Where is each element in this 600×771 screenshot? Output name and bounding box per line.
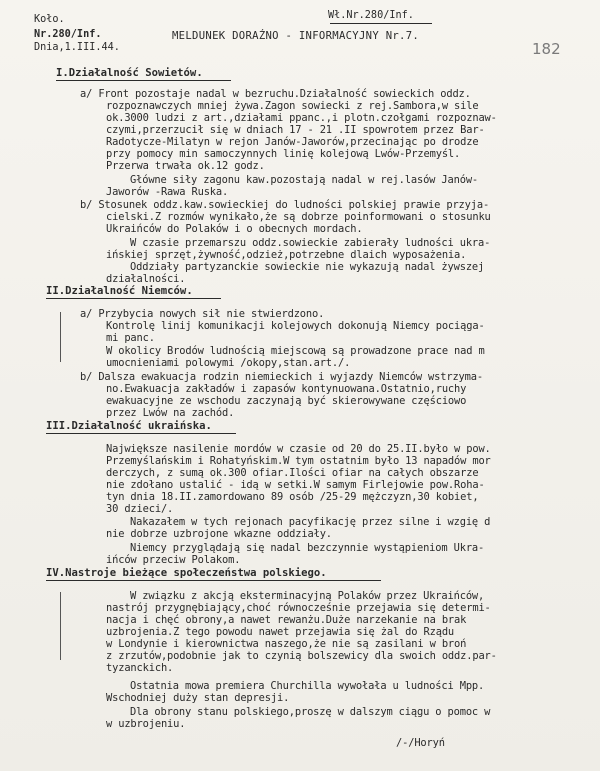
signature: /-/Horyń [396,737,445,749]
body-line: przez Lwów na zachód. [106,407,235,419]
body-line: Oddziały partyzanckie sowieckie nie wykazują nadal żywszej [130,261,485,273]
top-reference: Wł.Nr.280/Inf. [328,10,414,21]
body-line: czymi,przerzucił się w dniach 17 - 21 .II spowrotem przez Bar- [106,124,485,136]
body-line: przy pomocy min samoczynnych linię kolejową Lwów-Przemyśl. [106,148,461,160]
body-line: ok.3000 ludzi z art.,działami ppanc.,i plotn.czołgami rozpoznaw- [106,112,497,124]
body-line: a/ Front pozostaje nadal w bezruchu.Działalność sowieckich oddz. [80,88,471,100]
body-line: Ukraińców do Polaków i o obecnych mordach. [106,223,363,235]
body-line: Wschodniej duży stan depresji. [106,692,290,704]
section-underline [46,433,236,434]
body-line: no.Ewakuacja zakładów i zapasów kontynuowana.Ostatnio,ruchy [106,383,467,395]
body-line: Jaworów -Rawa Ruska. [106,186,229,198]
body-line: 30 dzieci/. [106,503,174,515]
body-line: ewakuacyjne ze wschodu zaczynają być skierowywane częściowo [106,395,467,407]
body-line: Główne siły zagonu kaw.pozostają nadal w rej.lasów Janów- [130,174,479,186]
body-line: W związku z akcją eksterminacyjną Polaków przez Ukraińców, [130,590,485,602]
body-line: działalności. [106,273,186,285]
body-line: tyn dnia 18.II.zamordowano 89 osób /25-29 mężczyzn,30 kobiet, [106,491,479,503]
body-line: nacja i chęć obrony,a nawet rewanżu.Duże narzekanie na brak [106,614,467,626]
document-date: Dnia,1.III.44. [34,42,120,53]
section-heading: III.Działalność ukraińska. [46,420,212,432]
body-line: Największe nasilenie mordów w czasie od 20 do 25.II.było w pow. [106,443,491,455]
section-heading: IV.Nastroje bieżące społeczeństwa polskiego. [46,567,327,579]
document-number: Nr.280/Inf. [34,29,102,40]
body-line: Przerwa trwała ok.12 godz. [106,160,265,172]
body-line: Radotycze-Milatyn w rejon Janów-Jaworów,przecinając po drodze [106,136,479,148]
section-underline [46,580,381,581]
body-line: derczych, z sumą ok.300 ofiar.Ilości ofiar na całych obszarze [106,467,479,479]
body-line: nastrój przygnębiający,choć równocześnie przejawia się determi- [106,602,491,614]
section-underline [56,80,231,81]
body-line: Przemyślańskim i Rohatyńskim.W tym ostatnim było 13 napadów mor [106,455,491,467]
body-line: uzbrojenia.Z tego powodu nawet przejawia się żal do Rządu [106,626,455,638]
body-line: Kontrolę linij komunikacji kolejowych dokonują Niemcy pociąga- [106,320,485,332]
unit-name: Koło. [34,14,65,25]
body-line: b/ Stosunek oddz.kaw.sowieckiej do ludności polskiej prawie przyja- [80,199,490,211]
body-line: w uzbrojeniu. [106,718,186,730]
body-line: nie zdołano ustalić - idą w setki.W samym Firlejowie pow.Roha- [106,479,485,491]
body-line: nie dobrze uzbrojone wkazne oddziały. [106,528,332,540]
body-line: a/ Przybycia nowych sił nie stwierdzono. [80,308,325,320]
body-line: W czasie przemarszu oddz.sowieckie zabierały ludności ukra- [130,237,491,249]
section-heading: II.Działalność Niemców. [46,285,193,297]
body-line: Ostatnia mowa premiera Churchilla wywołała u ludności Mpp. [130,680,485,692]
body-line: ińskiej sprzęt,żywność,odzież,potrzebne dlaich wyposażenia. [106,249,467,261]
body-line: tyzanckich. [106,662,174,674]
body-line: ińców przeciw Polakom. [106,554,241,566]
body-line: rozpoznawczych mniej żywa.Zagon sowiecki z rej.Sambora,w sile [106,100,479,112]
body-line: mi panc. [106,332,155,344]
margin-bracket [60,312,61,362]
section-heading: I.Działalność Sowietów. [56,67,203,79]
top-reference-underline [330,23,432,24]
body-line: z zrzutów,podobnie jak to czynią bolszewicy dla swoich oddz.par- [106,650,497,662]
section-underline [46,298,221,299]
body-line: Dla obrony stanu polskiego,proszę w dalszym ciągu o pomoc w [130,706,491,718]
margin-bracket [60,592,61,660]
body-line: w Londynie i kierownictwa naszego,że nie są zasilani w broń [106,638,467,650]
body-line: W okolicy Brodów ludnością miejscową są prowadzone prace nad m [106,345,485,357]
body-line: umocnieniami polowymi /okopy,stan.art./. [106,357,351,369]
body-line: b/ Dalsza ewakuacja rodzin niemieckich i wyjazdy Niemców wstrzyma- [80,371,483,383]
body-line: cielski.Z rozmów wynikało,że są dobrze poinformowani o stosunku [106,211,491,223]
document-title: MELDUNEK DORAŹNO - INFORMACYJNY Nr.7. [172,30,420,42]
body-line: Niemcy przyglądają się nadal bezczynnie wystąpieniom Ukra- [130,542,485,554]
body-line: Nakazałem w tych rejonach pacyfikację przez silne i wzgię d [130,516,491,528]
page-number: 182 [532,40,561,58]
